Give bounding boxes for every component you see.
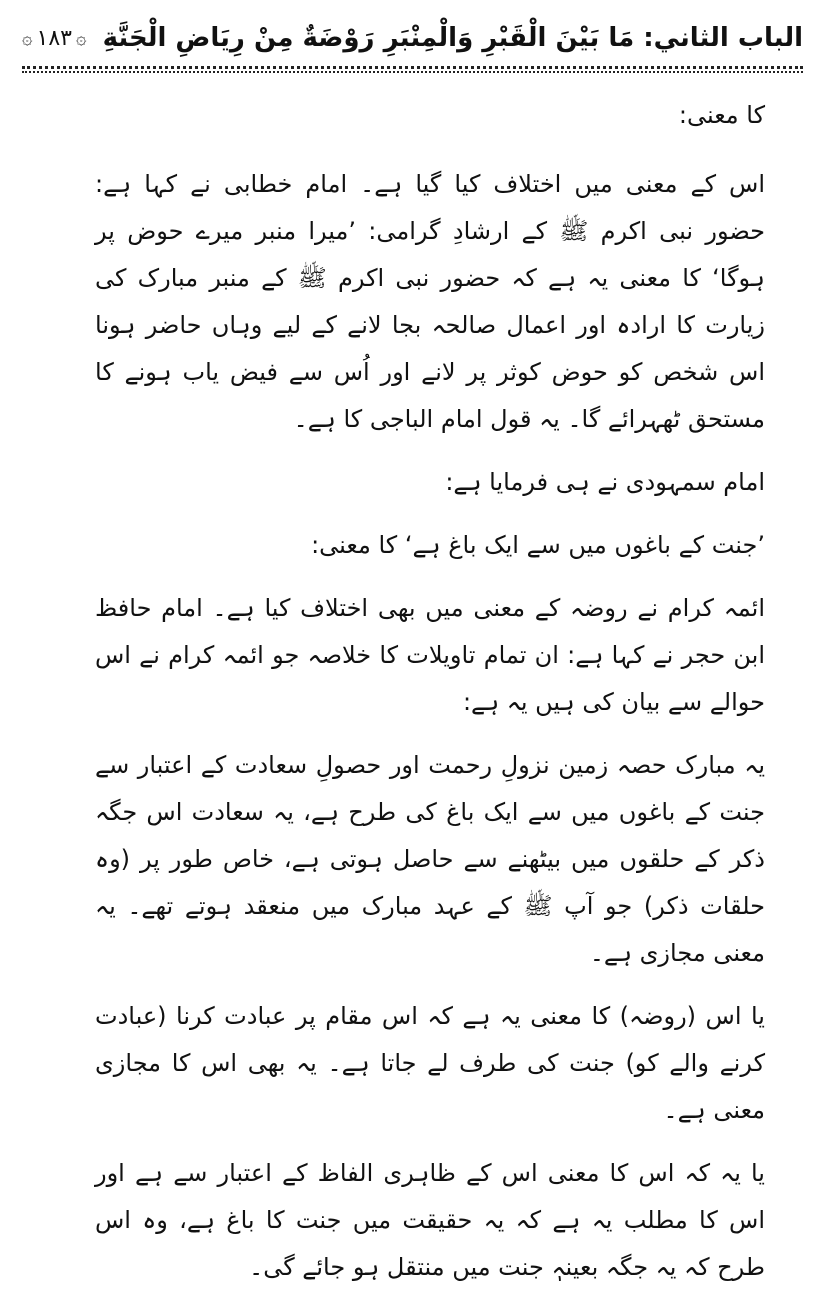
chapter-title: الباب الثاني: مَا بَيْنَ الْقَبْرِ وَالْمِنْبَرِ رَوْضَةٌ مِنْ رِيَاضِ الْجَنَّةِ	[102, 23, 803, 53]
ornament-left-icon: ۞	[22, 27, 33, 49]
header-divider-secondary	[22, 71, 803, 73]
page-header	[22, 12, 803, 64]
page-body	[95, 92, 765, 1291]
ornament-right-icon: ۞	[76, 27, 87, 49]
section-heading-meaning: کا معنی:	[678, 101, 765, 129]
paragraph-blessed-land: یہ مبارک حصہ زمین نزولِ رحمت اور حصولِ سعادت کے اعتبار سے جنت کے باغوں میں سے ایک باغ کی طرح ہے، یہ سعادت اس جگہ ذکر کے حلقوں میں بیٹھنے سے حاصل ہوتی ہے، خاص طور پر (وہ حلقات ذکر) جو آپ ﷺ کے عہد مبارک میں منعقد ہوتے تھے۔ یہ معنی مجازی ہے۔	[95, 751, 765, 967]
line-samhudi: امام سمہودی نے ہی فرمایا ہے:	[445, 468, 765, 496]
section-heading-garden: ’جنت کے باغوں میں سے ایک باغ ہے‘ کا معنی:	[311, 531, 765, 559]
page-number-block	[22, 26, 87, 51]
paragraph-ibn-hajar: ائمہ کرام نے روضہ کے معنی میں بھی اختلاف کیا ہے۔ امام حافظ ابن حجر نے کہا ہے: ان تمام تاویلات کا خلاصہ جو ائمہ کرام نے اس حوالے سے بیان کی ہیں یہ ہے:	[95, 594, 765, 716]
page-number: ١٨٣	[36, 25, 72, 51]
header-divider	[22, 66, 803, 69]
paragraph-worship: یا اس (روضہ) کا معنی یہ ہے کہ اس مقام پر عبادت کرنا (عبادت کرنے والے کو) جنت کی طرف لے جاتا ہے۔ یہ بھی اس کا مجازی معنی ہے۔	[95, 1002, 765, 1124]
paragraph-khattabi: اس کے معنی میں اختلاف کیا گیا ہے۔ امام خطابی نے کہا ہے: حضور نبی اکرم ﷺ کے ارشادِ گرامی: ’میرا منبر میرے حوض پر ہوگا‘ کا معنی یہ ہے کہ حضور نبی اکرم ﷺ کے منبر مبارک کی زیارت کا ارادہ اور اعمال صالحہ بجا لانے کے لیے وہاں حاضر ہونا اس شخص کو حوض کوثر پر لانے اور اُس سے فیض یاب ہونے کا مستحق ٹھہرائے گا۔ یہ قول امام الباجی کا ہے۔	[95, 170, 765, 433]
paragraph-literal-meaning: یا یہ کہ اس کا معنی اس کے ظاہری الفاظ کے اعتبار سے ہے اور اس کا مطلب یہ ہے کہ یہ حقیقت میں جنت کا باغ ہے، وہ اس طرح کہ یہ جگہ بعینہٖ جنت میں منتقل ہو جائے گی۔	[95, 1159, 765, 1281]
